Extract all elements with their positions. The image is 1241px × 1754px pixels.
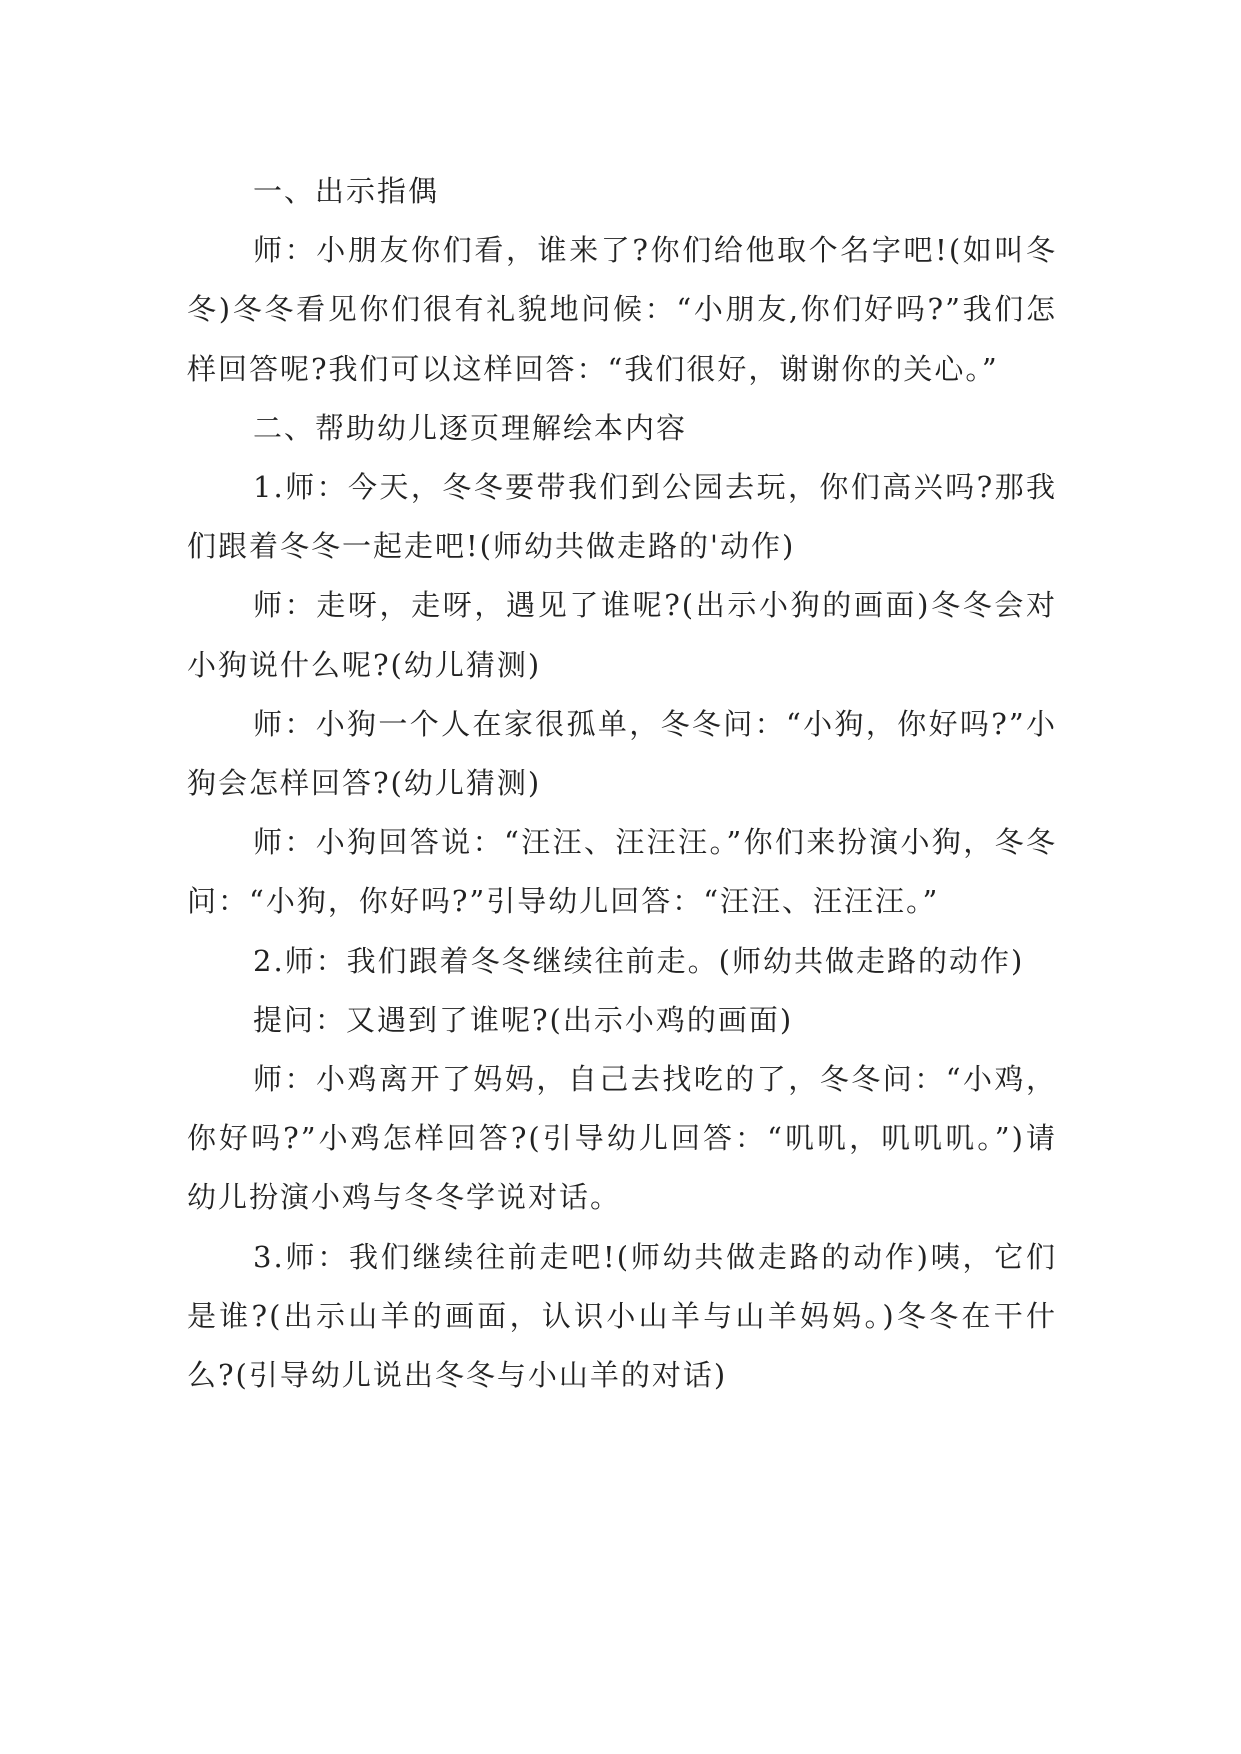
paragraph: 师：小鸡离开了妈妈，自己去找吃的了，冬冬问：“小鸡，你好吗?”小鸡怎样回答?(引导幼儿回答：“叽叽，叽叽叽。”)请幼儿扮演小鸡与冬冬学说对话。 xyxy=(187,1062,1057,1215)
document-body xyxy=(187,162,1057,1405)
paragraph: 师：小狗一个人在家很孤单，冬冬问：“小狗，你好吗?”小狗会怎样回答?(幼儿猜测) xyxy=(187,706,1057,801)
section-heading-2: 二、帮助幼儿逐页理解绘本内容 xyxy=(253,410,688,445)
paragraph: 师：小狗回答说：“汪汪、汪汪汪。”你们来扮演小狗，冬冬问：“小狗，你好吗?”引导幼儿回答：“汪汪、汪汪汪。” xyxy=(187,825,1057,919)
paragraph: 2.师：我们跟着冬冬继续往前走。(师幼共做走路的动作) xyxy=(253,943,1025,978)
section-heading-1: 一、出示指偶 xyxy=(253,174,440,208)
paragraph: 3.师：我们继续往前走吧!(师幼共做走路的动作)咦，它们是谁?(出示山羊的画面，认识小山羊与山羊妈妈。)冬冬在干什么?(引导幼儿说出冬冬与小山羊的对话) xyxy=(187,1239,1057,1393)
paragraph: 提问：又遇到了谁呢?(出示小鸡的画面) xyxy=(253,1002,794,1037)
paragraph: 师：走呀，走呀，遇见了谁呢?(出示小狗的画面)冬冬会对小狗说什么呢?(幼儿猜测) xyxy=(187,588,1057,682)
paragraph: 师：小朋友你们看，谁来了?你们给他取个名字吧!(如叫冬冬)冬冬看见你们很有礼貌地问候：“小朋友,你们好吗?”我们怎样回答呢?我们可以这样回答：“我们很好，谢谢你的关心。” xyxy=(187,233,1057,386)
paragraph: 1.师：今天，冬冬要带我们到公园去玩，你们高兴吗?那我们跟着冬冬一起走吧!(师幼共做走路的'动作) xyxy=(187,470,1057,564)
